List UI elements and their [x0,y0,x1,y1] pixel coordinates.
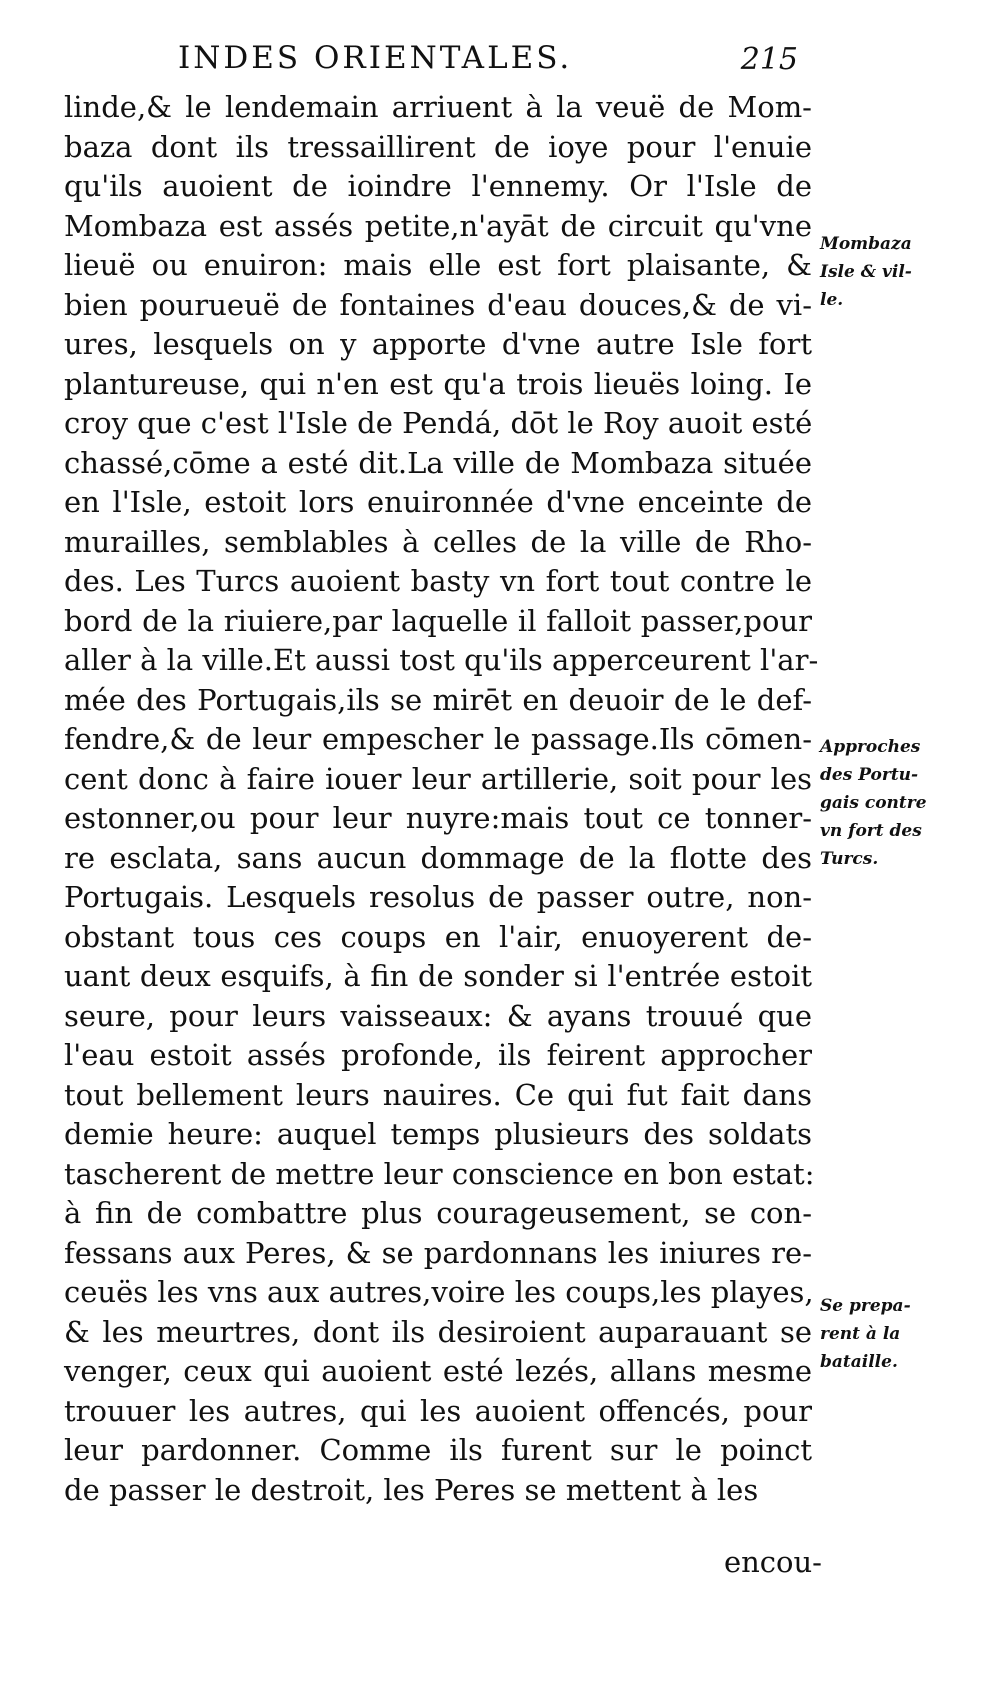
text-line: re esclata, sans aucun dommage de la flotte des [64,840,812,875]
running-title: INDES ORIENTALES. [178,40,573,76]
margin-note-line: bataille. [820,1352,898,1372]
text-line: bien pourueuë de fontaines d'eau douces,& de vi- [64,287,812,322]
text-line: à fin de combattre plus courageusement, se con- [64,1196,812,1230]
text-line: estonner,ou pour leur nuyre:mais tout ce tonner- [64,801,812,835]
margin-note-bataille [820,1292,970,1376]
text-line: des. Les Turcs auoient basty vn fort tout contre le [64,564,812,598]
margin-note-line: rent à la [820,1324,901,1344]
text-line: obstant tous ces coups en l'air, enuoyerent de- [64,919,812,954]
text-line: ures, lesquels on y apporte d'vne autre Isle fort [64,327,812,361]
text-line: murailles, semblables à celles de la ville de Rho- [64,524,812,559]
margin-note-line: Mombaza [820,234,912,254]
text-line: fendre,& de leur empescher le passage.Ils cōmen- [64,722,812,756]
running-head [178,40,798,80]
text-line: fessans aux Peres, & se pardonnans les iniures re- [64,1235,812,1270]
text-line: Portugais. Lesquels resolus de passer outre, non- [64,880,812,914]
margin-note-line: Se prepa- [820,1296,911,1316]
page-number: 215 [740,42,798,77]
body-text [64,88,819,1510]
text-line: croy que c'est l'Isle de Pendá, dōt le Roy auoit esté [64,406,813,440]
text-line: tascherent de mettre leur conscience en bon estat: [64,1156,815,1191]
text-line: cent donc à faire iouer leur artillerie, soit pour les [64,761,812,796]
text-line: baza dont ils tressaillirent de ioye pour l'enuie [64,129,812,164]
text-line: bord de la riuiere,par laquelle il falloit passer,pour [64,603,812,638]
text-line: mée des Portugais,ils se mirēt en deuoir de le def- [64,682,812,717]
margin-note-line: vn fort des [820,821,922,841]
margin-note-line: gais contre [820,793,927,813]
text-line: qu'ils auoient de ioindre l'ennemy. Or l'Isle de [64,169,812,203]
catchword: encou- [723,1545,822,1579]
text-line: de passer le destroit, les Peres se mettent à les [64,1472,759,1507]
text-line: seure, pour leurs vaisseaux: & ayans trouué que [64,998,812,1033]
text-line: demie heure: auquel temps plusieurs des soldats [64,1117,812,1151]
text-line: en l'Isle, estoit lors enuironnée d'vne enceinte de [64,485,812,519]
text-line: l'eau estoit assés profonde, ils feirent approcher [64,1038,812,1072]
text-line: Mombaza est assés petite,n'ayāt de circuit qu'vne [64,208,812,243]
margin-note-line: le. [820,290,844,310]
text-line: leur pardonner. Comme ils furent sur le poinct [64,1433,812,1467]
text-line: linde,& le lendemain arriuent à la veuë de Mom- [64,90,812,124]
text-line: ceuës les vns aux autres,voire les coups,les playes, [64,1275,814,1309]
text-line: plantureuse, qui n'en est qu'a trois lieuës loing. Ie [64,366,812,401]
text-line: & les meurtres, dont ils desiroient auparauant se [64,1314,812,1349]
margin-note-line: des Portu- [820,765,919,785]
text-line: lieuë ou enuiron: mais elle est fort plaisante, & [64,248,812,282]
margin-note-line: Approches [820,737,921,757]
text-line: aller à la ville.Et aussi tost qu'ils apperceurent l'ar- [64,643,819,677]
margin-note-line: Isle & vil- [820,262,912,282]
margin-note-approches [820,733,970,873]
text-line: chassé,cōme a esté dit.La ville de Mombaza située [64,445,812,480]
text-line: venger, ceux qui auoient esté lezés, allans mesme [64,1354,812,1388]
text-line: tout bellement leurs nauires. Ce qui fut fait dans [64,1077,812,1112]
margin-note-mombaza [820,230,970,314]
text-line: trouuer les autres, qui les auoient offencés, pour [64,1393,812,1428]
text-line: uant deux esquifs, à fin de sonder si l'entrée estoit [64,959,812,993]
margin-note-line: Turcs. [820,849,879,869]
